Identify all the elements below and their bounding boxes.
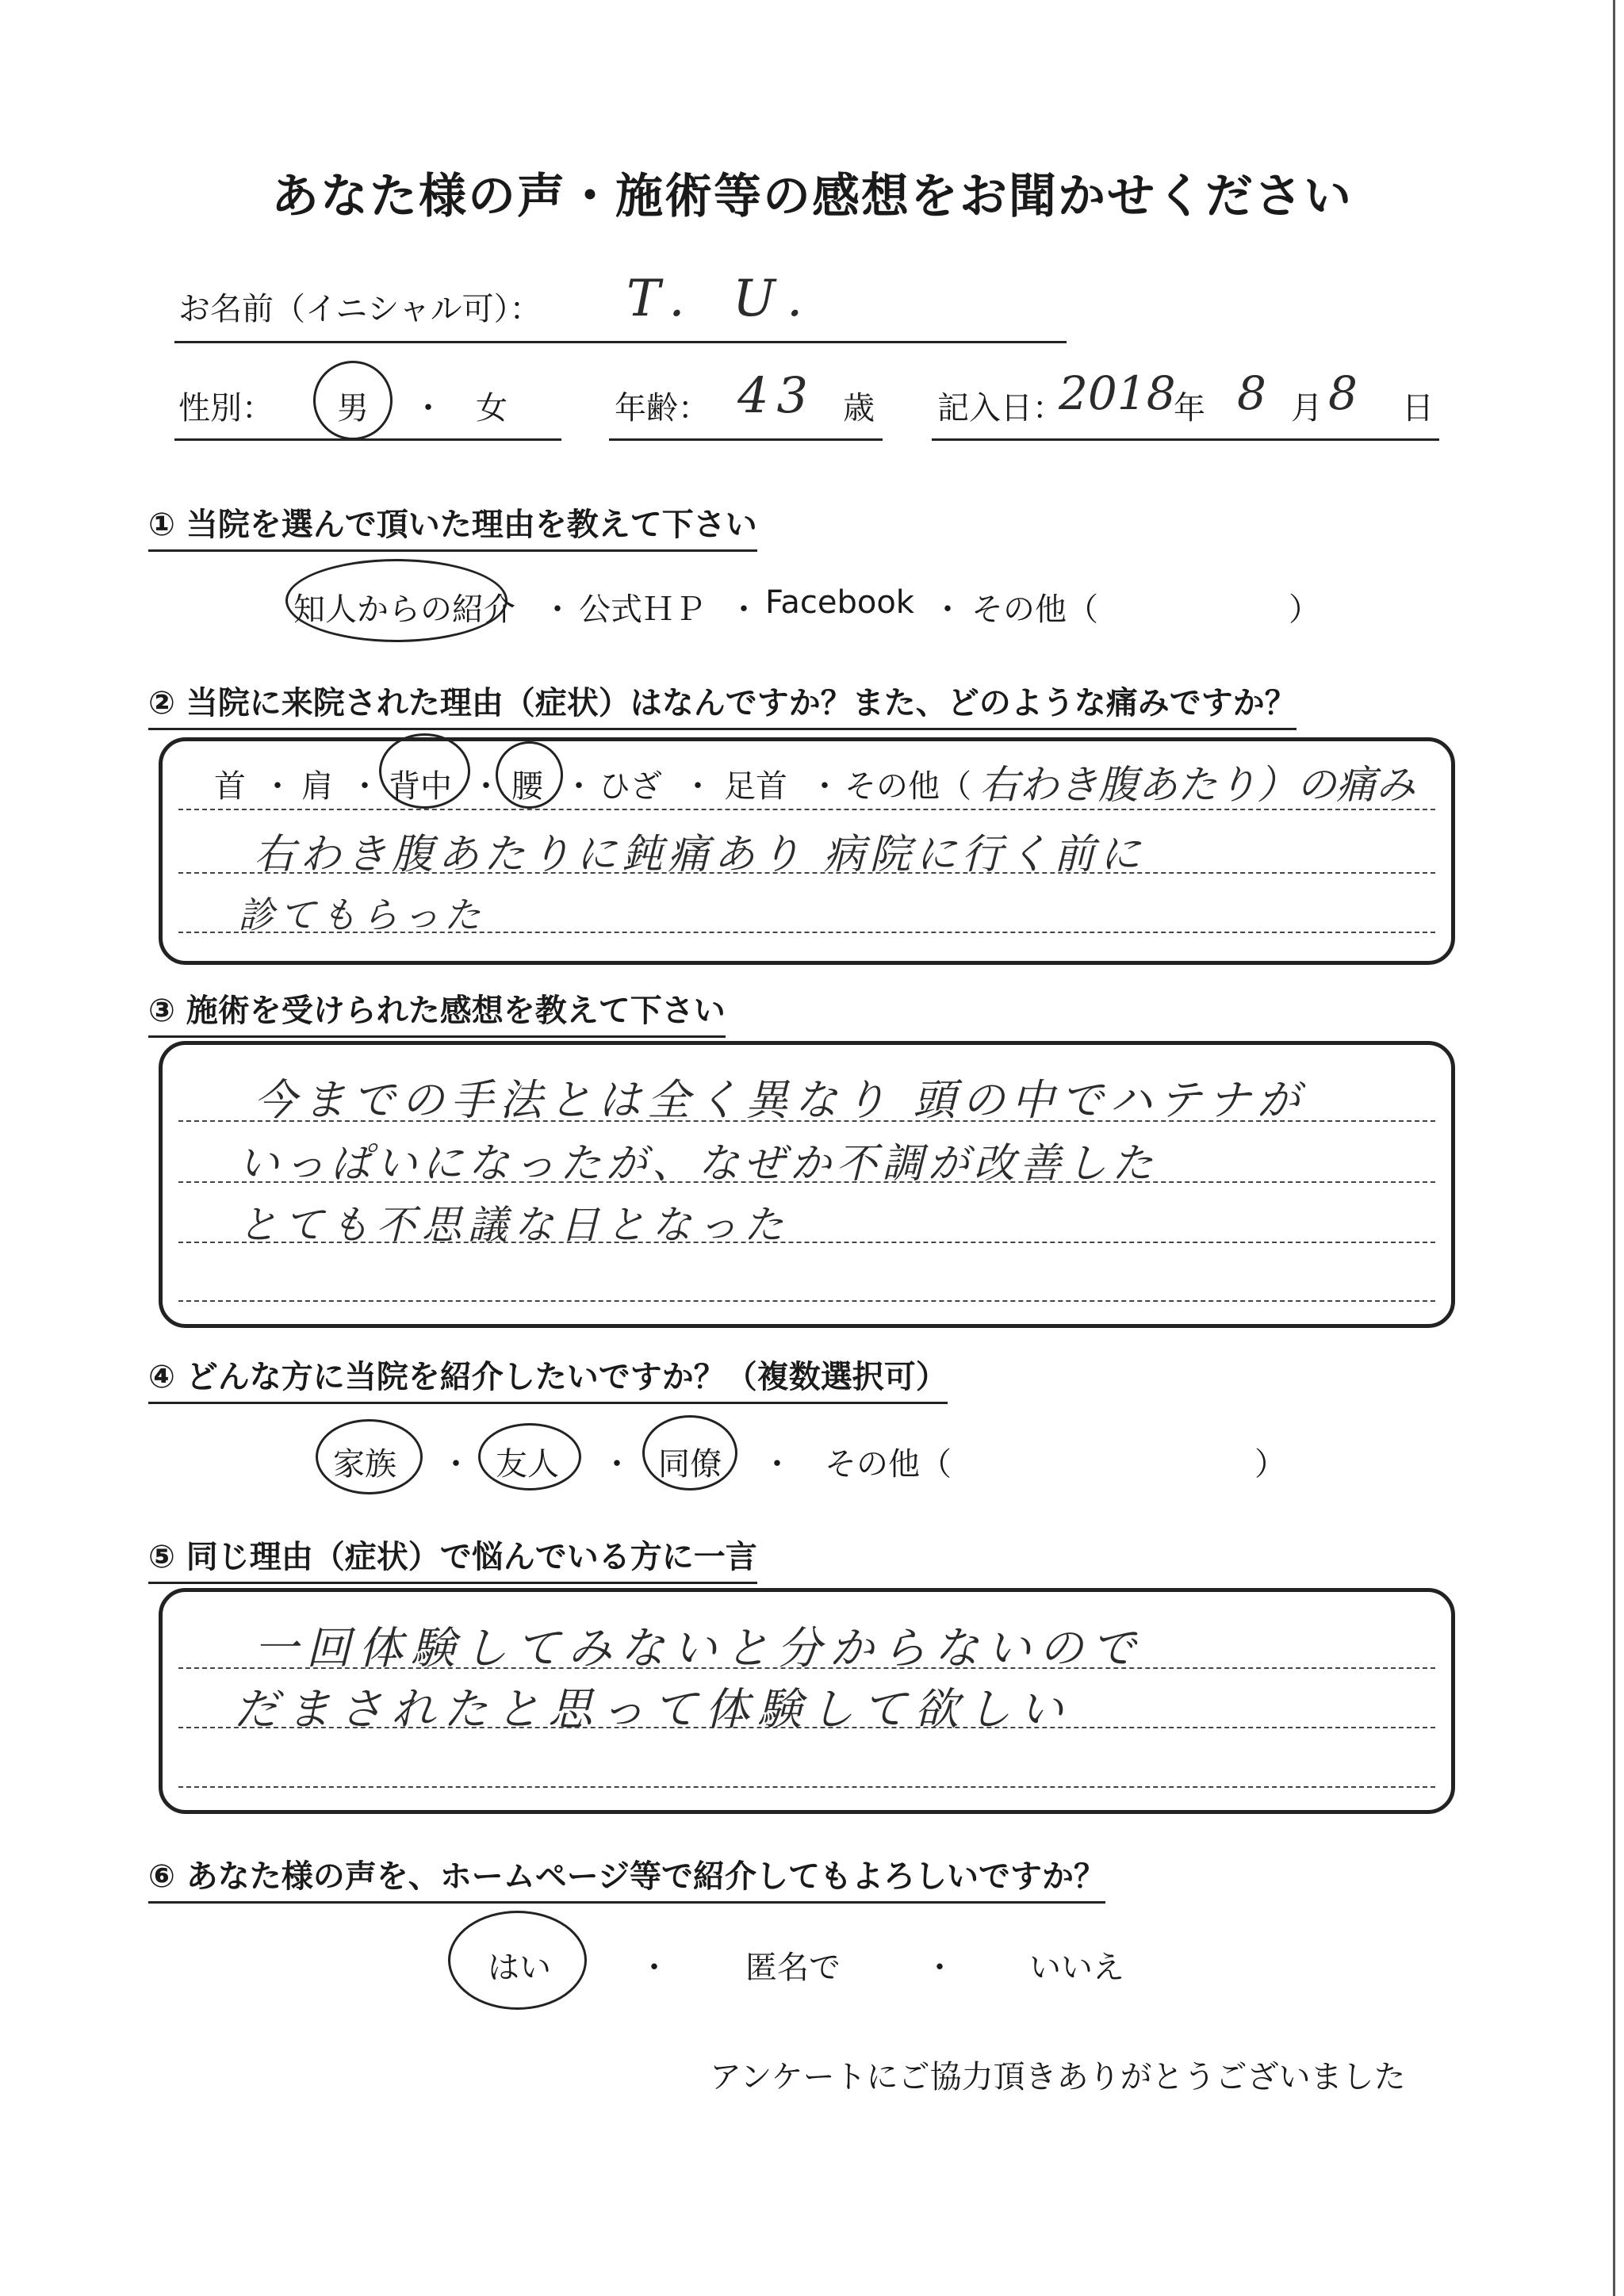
age-label: 年齢： <box>615 390 710 427</box>
q1-sep-3: ・ <box>932 591 963 628</box>
date-label: 記入日： <box>937 390 1064 427</box>
q2-option-knee: ひざ <box>599 768 662 805</box>
q1-option-referral: 知人からの紹介 <box>293 591 515 628</box>
q5-answer-line-1: 一回体験してみないと分からないので <box>254 1623 1143 1674</box>
age-value: 43 <box>737 366 816 424</box>
name-underline <box>174 341 1067 343</box>
q2-sep-3: ・ <box>470 768 502 805</box>
q2-option-lowerback: 腰 <box>511 768 543 805</box>
scan-edge-line <box>1613 0 1615 2296</box>
q6-option-anonymous: 匿名で <box>745 1950 841 1986</box>
q1-heading: ① 当院を選んで頂いた理由を教えて下さい <box>148 499 757 552</box>
date-day: 8 <box>1328 366 1358 420</box>
q3-answer-line-2: いっぱいになったが、なぜか不調が改善した <box>238 1140 1159 1188</box>
q3-answer-line-1: 今までの手法とは全く異なり 頭の中でハテナが <box>254 1075 1307 1125</box>
q2-answer-line-2: 診てもらった <box>238 894 485 936</box>
q2-sep-1: ・ <box>262 768 293 805</box>
date-year: 2018 <box>1059 366 1176 420</box>
gender-separator: ・ <box>412 390 444 427</box>
date-month-unit: 月 <box>1291 390 1323 427</box>
q4-sep-2: ・ <box>601 1446 633 1483</box>
q4-sep-1: ・ <box>440 1446 472 1483</box>
gender-label: 性別： <box>178 390 274 427</box>
q4-heading: ④ どんな方に当院を紹介したいですか？（複数選択可） <box>148 1352 948 1404</box>
date-month: 8 <box>1237 366 1266 420</box>
q4-sep-3: ・ <box>761 1446 793 1483</box>
q1-option-other: その他（ <box>971 591 1098 628</box>
q2-sep-6: ・ <box>809 768 841 805</box>
date-day-unit: 日 <box>1402 390 1434 427</box>
q6-option-yes: はい <box>488 1950 551 1986</box>
q2-sep-2: ・ <box>349 768 381 805</box>
q4-option-other: その他（ <box>825 1446 952 1483</box>
date-year-unit: 年 <box>1174 390 1205 427</box>
q2-sep-4: ・ <box>563 768 595 805</box>
thank-you-note: アンケートにご協力頂きありがとうございました <box>710 2059 1406 2095</box>
q2-sep-5: ・ <box>682 768 714 805</box>
name-label: お名前（イニシャル可）： <box>178 291 542 327</box>
q4-option-colleague: 同僚 <box>658 1446 722 1483</box>
q2-option-back: 背中 <box>389 768 452 805</box>
q5-heading: ⑤ 同じ理由（症状）で悩んでいる方に一言 <box>148 1532 757 1584</box>
q1-option-facebook: Facebook <box>765 584 914 621</box>
q1-option-other-close: ） <box>1289 591 1320 628</box>
q2-heading: ② 当院に来院された理由（症状）はなんですか？また、どのような痛みですか？ <box>148 678 1297 730</box>
q2-answer-line-1: 右わき腹あたりに鈍痛あり 病院に行く前に <box>254 831 1146 878</box>
q2-option-shoulder: 肩 <box>301 768 333 805</box>
q3-answer-line-3: とても不思議な日となった <box>238 1202 790 1248</box>
gender-female: 女 <box>476 390 508 427</box>
age-underline <box>609 438 883 441</box>
q5-answer-line-2: だまされたと思って体験して欲しい <box>234 1684 1071 1735</box>
q6-sep-1: ・ <box>638 1950 670 1986</box>
q2-option-other: その他（ <box>845 768 971 805</box>
q6-sep-2: ・ <box>924 1950 956 1986</box>
q3-heading: ③ 施術を受けられた感想を教えて下さい <box>148 985 726 1038</box>
q1-sep-1: ・ <box>542 591 573 628</box>
q2-option-ankle: 足首 <box>724 768 787 805</box>
q6-heading: ⑥ あなた様の声を、ホームページ等で紹介してもよろしいですか？ <box>148 1851 1105 1904</box>
q3-rule-4 <box>178 1300 1435 1302</box>
q1-sep-2: ・ <box>728 591 760 628</box>
form-title: あなた様の声・施術等の感想をお聞かせください <box>271 169 1353 224</box>
q1-option-website: 公式ＨＰ <box>579 591 706 628</box>
q4-option-family: 家族 <box>333 1446 396 1483</box>
q5-rule-3 <box>178 1786 1435 1788</box>
q6-option-no: いいえ <box>1029 1950 1124 1986</box>
age-unit: 歳 <box>843 390 875 427</box>
q4-option-friend: 友人 <box>496 1446 559 1483</box>
q4-option-other-close: ） <box>1254 1446 1286 1483</box>
name-value: T. U. <box>626 270 819 328</box>
date-underline <box>932 438 1439 441</box>
gender-male: 男 <box>337 390 369 427</box>
q2-option-neck: 首 <box>214 768 246 805</box>
gender-underline <box>174 438 561 441</box>
q2-other-value: 右わき腹あたり）の痛み <box>979 762 1415 808</box>
